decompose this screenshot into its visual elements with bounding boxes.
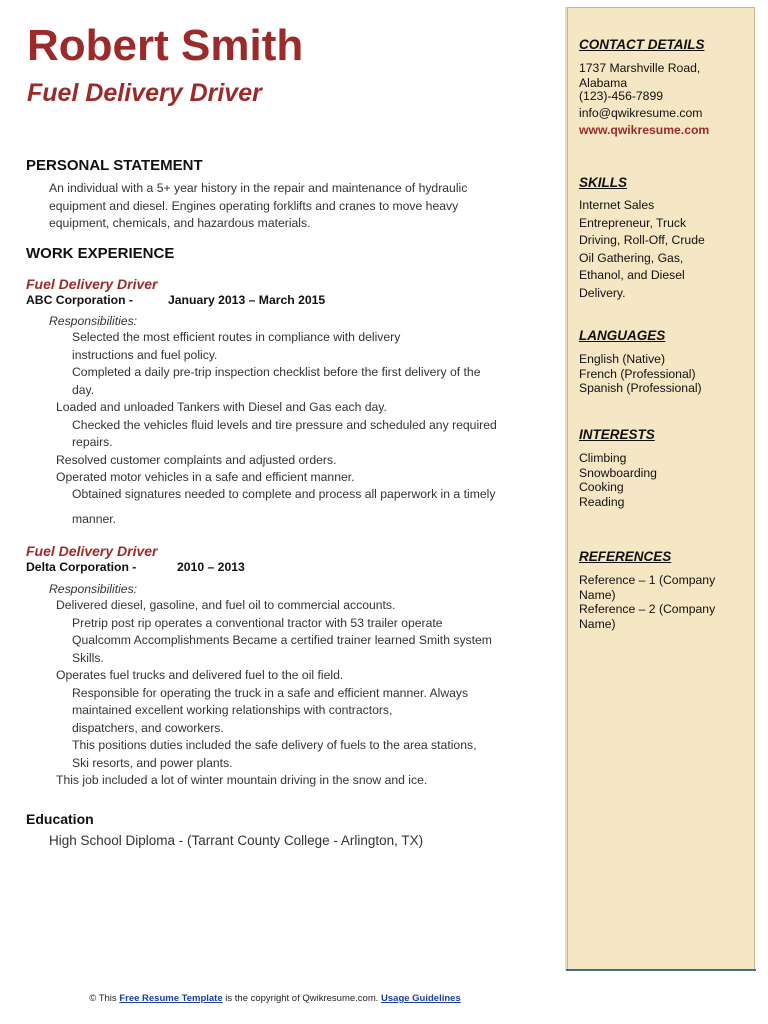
responsibility-line: Checked the vehicles fluid levels and tire pressure and scheduled any required: [72, 417, 497, 432]
job-dates: 2010 – 2013: [177, 560, 245, 574]
responsibility-line: Resolved customer complaints and adjusted orders.: [56, 453, 337, 467]
references-heading: REFERENCES: [579, 549, 672, 564]
skills-heading: SKILLS: [579, 175, 628, 190]
responsibility-line: Operates fuel trucks and delivered fuel to the oil field.: [56, 668, 344, 682]
responsibility-line: Ski resorts, and power plants.: [72, 755, 233, 770]
language-item: English (Native): [579, 352, 666, 366]
contact-address-line2: Alabama: [579, 75, 628, 90]
skills-line: Oil Gathering, Gas,: [579, 250, 684, 265]
job-title: Fuel Delivery Driver: [26, 276, 158, 292]
interest-item: Climbing: [579, 451, 627, 465]
responsibility-line: Skills.: [72, 650, 104, 665]
interests-heading: INTERESTS: [579, 427, 655, 442]
skills-line: Internet Sales: [579, 198, 655, 212]
responsibility-line: Completed a daily pre-trip inspection checklist before the first delivery of the: [72, 365, 481, 379]
skills-line: Driving, Roll-Off, Crude: [579, 233, 705, 247]
skills-line: Delivery.: [579, 285, 626, 300]
skills-line: Entrepreneur, Truck: [579, 215, 687, 230]
copyright-footer: [0, 993, 550, 1004]
responsibility-line: day.: [72, 382, 95, 397]
reference-line: Name): [579, 616, 616, 631]
responsibility-line: Qualcomm Accomplishments Became a certified trainer learned Smith system: [72, 633, 492, 647]
responsibilities-label: Responsibilities:: [49, 582, 138, 596]
resume-job-title: Fuel Delivery Driver: [27, 79, 262, 107]
responsibility-line: Delivered diesel, gasoline, and fuel oil to commercial accounts.: [56, 598, 396, 612]
job-title: Fuel Delivery Driver: [26, 543, 158, 559]
interest-item: Cooking: [579, 480, 624, 494]
responsibility-line: repairs.: [72, 435, 113, 449]
work-experience-heading: WORK EXPERIENCE: [26, 245, 175, 262]
responsibility-line: dispatchers, and coworkers.: [72, 720, 224, 735]
job-company: Delta Corporation -: [26, 560, 137, 574]
job-company: ABC Corporation -: [26, 293, 133, 307]
reference-line: Name): [579, 587, 616, 602]
job-dates: January 2013 – March 2015: [168, 293, 326, 307]
contact-phone: (123)-456-7899: [579, 89, 664, 103]
usage-guidelines-link[interactable]: Usage Guidelines: [381, 993, 461, 1004]
personal-statement-line: An individual with a 5+ year history in the repair and maintenance of hydraulic: [49, 181, 468, 195]
responsibility-line: This positions duties included the safe delivery of fuels to the area stations,: [72, 738, 477, 752]
contact-heading: CONTACT DETAILS: [579, 37, 705, 52]
responsibilities-label: Responsibilities:: [49, 314, 138, 328]
responsibility-line: This job included a lot of winter mountain driving in the snow and ice.: [56, 773, 428, 787]
contact-address-line1: 1737 Marshville Road,: [579, 61, 701, 75]
responsibility-line: instructions and fuel policy.: [72, 347, 218, 362]
free-resume-template-link[interactable]: Free Resume Template: [119, 993, 223, 1004]
responsibility-line: Pretrip post rip operates a conventional tractor with 53 trailer operate: [72, 615, 443, 630]
personal-statement-line: equipment and diesel. Engines operating forklifts and cranes to move heavy: [49, 198, 459, 213]
language-item: French (Professional): [579, 366, 696, 381]
language-item: Spanish (Professional): [579, 381, 702, 395]
responsibility-line: Operated motor vehicles in a safe and efficient manner.: [56, 470, 355, 484]
education-entry: High School Diploma - (Tarrant County College - Arlington, TX): [49, 833, 424, 848]
responsibility-line: Responsible for operating the truck in a safe and efficient manner. Always: [72, 685, 469, 700]
resume-name: Robert Smith: [27, 21, 304, 70]
responsibility-line: manner.: [72, 512, 117, 526]
education-heading: Education: [26, 811, 94, 827]
responsibility-line: Loaded and unloaded Tankers with Diesel and Gas each day.: [56, 400, 387, 414]
sidebar-bottom-rule: [566, 969, 756, 971]
responsibility-line: Selected the most efficient routes in compliance with delivery: [72, 330, 401, 344]
footer-middle: is the copyright of Qwikresume.com.: [225, 993, 379, 1004]
skills-line: Ethanol, and Diesel: [579, 268, 685, 282]
personal-statement-heading: PERSONAL STATEMENT: [26, 157, 203, 174]
contact-website-link[interactable]: www.qwikresume.com: [579, 123, 710, 137]
reference-line: Reference – 1 (Company: [579, 573, 716, 587]
responsibility-line: Obtained signatures needed to complete and process all paperwork in a timely: [72, 487, 496, 501]
interest-item: Snowboarding: [579, 465, 657, 480]
responsibility-line: maintained excellent working relationships with contractors,: [72, 703, 393, 717]
personal-statement-line: equipment, chemicals, and hazardous materials.: [49, 216, 311, 230]
reference-line: Reference – 2 (Company: [579, 602, 716, 616]
interest-item: Reading: [579, 494, 625, 509]
contact-email[interactable]: info@qwikresume.com: [579, 106, 703, 120]
footer-prefix: © This: [89, 993, 117, 1004]
languages-heading: LANGUAGES: [579, 328, 666, 343]
